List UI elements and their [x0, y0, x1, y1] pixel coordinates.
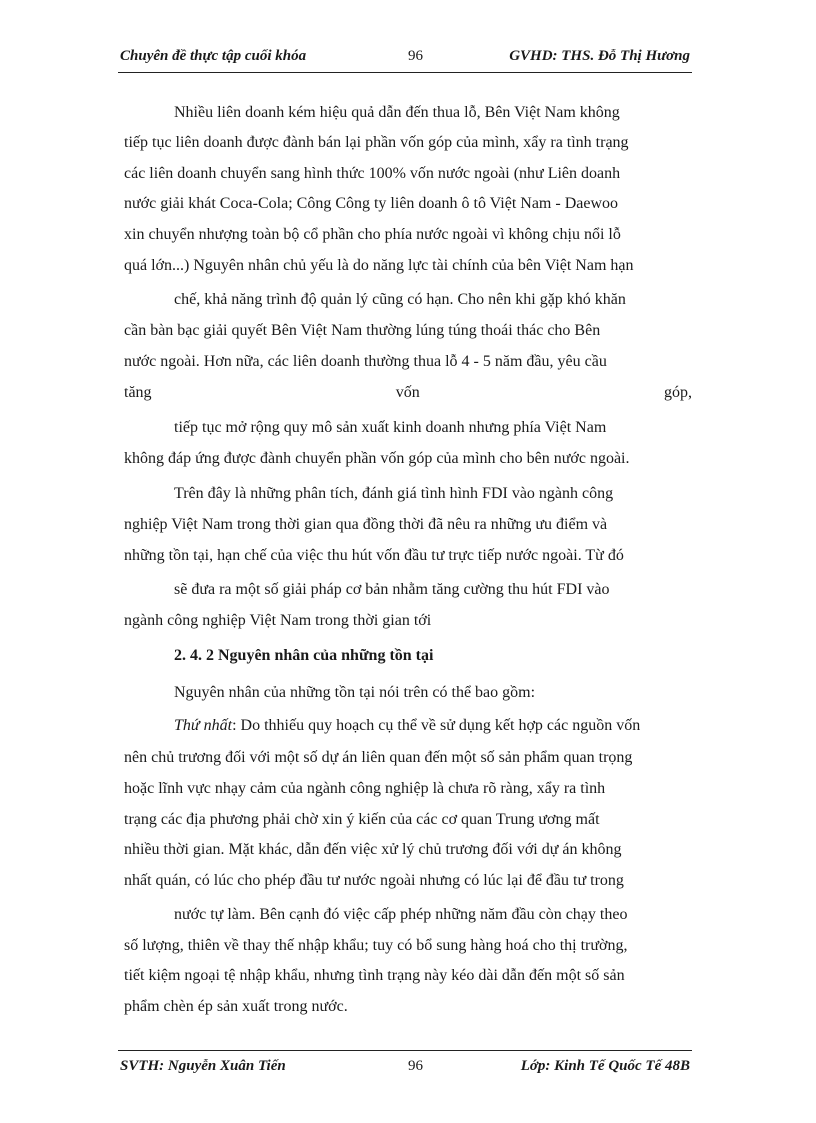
spread-word: vốn: [395, 384, 420, 401]
body-line: nên chủ trương đối với một số dự án liên quan đến một số sản phẩm quan trọng: [124, 749, 633, 766]
body-line-spread: [124, 383, 692, 403]
lead-term: Thứ nhất: [174, 717, 233, 734]
body-line: Nhiều liên doanh kém hiệu quả dẫn đến thua lỗ, Bên Việt Nam không: [174, 104, 620, 121]
footer-student: SVTH: Nguyễn Xuân Tiến: [120, 1058, 286, 1074]
body-line: trạng các địa phương phải chờ xin ý kiến của các cơ quan Trung ương mất: [124, 811, 600, 828]
page-footer: [120, 1058, 690, 1080]
footer-page-number: 96: [408, 1058, 423, 1074]
spread-word: tăng: [124, 384, 152, 401]
body-line: tiếp tục liên doanh được đành bán lại phần vốn góp của mình, xẩy ra tình trạng: [124, 134, 629, 151]
body-line: nhất quán, có lúc cho phép đầu tư nước ngoài nhưng có lúc lại để đầu tư trong: [124, 872, 624, 889]
body-line: nước giải khát Coca-Cola; Công Công ty liên doanh ô tô Việt Nam - Daewoo: [124, 195, 619, 212]
body-line: quá lớn...) Nguyên nhân chủ yếu là do năng lực tài chính của bên Việt Nam hạn: [124, 257, 634, 274]
spread-word: góp,: [663, 384, 692, 401]
header-title: Chuyên đề thực tập cuối khóa: [120, 48, 307, 64]
body-line: nhiều thời gian. Mặt khác, dẫn đến việc xử lý chủ trương đối với dự án không: [124, 841, 622, 858]
body-line: những tồn tại, hạn chế của việc thu hút vốn đầu tư trực tiếp nước ngoài. Từ đó: [124, 547, 624, 564]
body-line: phẩm chèn ép sản xuất trong nước.: [124, 998, 348, 1015]
body-line: ngành công nghiệp Việt Nam trong thời gian tới: [124, 612, 432, 629]
body-line: nghiệp Việt Nam trong thời gian qua đồng thời đã nêu ra những ưu điểm và: [124, 516, 608, 533]
body-line: [174, 716, 692, 736]
body-line: nước tự làm. Bên cạnh đó việc cấp phép những năm đầu còn chạy theo: [174, 906, 628, 923]
body-line: chế, khả năng trình độ quản lý cũng có hạn. Cho nên khi gặp khó khăn: [174, 291, 626, 308]
body-line: các liên doanh chuyển sang hình thức 100% vốn nước ngoài (như Liên doanh: [124, 165, 621, 182]
header-page-number: 96: [408, 48, 423, 64]
page-header: [120, 48, 690, 70]
section-heading: 2. 4. 2 Nguyên nhân của những tồn tại: [174, 647, 434, 664]
body-line: tiếp tục mở rộng quy mô sản xuất kinh doanh nhưng phía Việt Nam: [174, 419, 607, 436]
header-rule: [118, 72, 692, 73]
footer-rule: [118, 1050, 692, 1051]
header-advisor: GVHD: THS. Đỗ Thị Hương: [509, 48, 690, 64]
body-line: xin chuyển nhượng toàn bộ cổ phần cho phía nước ngoài vì không chịu nổi lỗ: [124, 226, 621, 243]
body-line: không đáp ứng được đành chuyển phần vốn góp của mình cho bên nước ngoài.: [124, 450, 630, 467]
footer-class: Lớp: Kinh Tế Quốc Tế 48B: [520, 1058, 690, 1074]
body-line: nước ngoài. Hơn nữa, các liên doanh thường thua lỗ 4 - 5 năm đầu, yêu cầu: [124, 353, 607, 370]
body-line: tiết kiệm ngoại tệ nhập khẩu, nhưng tình trạng này kéo dài dẫn đến một số sản: [124, 967, 625, 984]
lead-text: : Do thhiếu quy hoạch cụ thể về sử dụng kết hợp các nguồn vốn: [232, 717, 641, 734]
body-line: sẽ đưa ra một số giải pháp cơ bản nhằm tăng cường thu hút FDI vào: [174, 581, 610, 598]
body-line: cần bàn bạc giải quyết Bên Việt Nam thường lúng túng thoái thác cho Bên: [124, 322, 601, 339]
body-line: Trên đây là những phân tích, đánh giá tình hình FDI vào ngành công: [174, 485, 614, 502]
body-line: Nguyên nhân của những tồn tại nói trên có thể bao gồm:: [174, 684, 536, 701]
body-line: hoặc lĩnh vực nhạy cảm của ngành công nghiệp là chưa rõ ràng, xẩy ra tình: [124, 780, 606, 797]
body-line: số lượng, thiên về thay thế nhập khẩu; tuy có bổ sung hàng hoá cho thị trường,: [124, 937, 628, 954]
